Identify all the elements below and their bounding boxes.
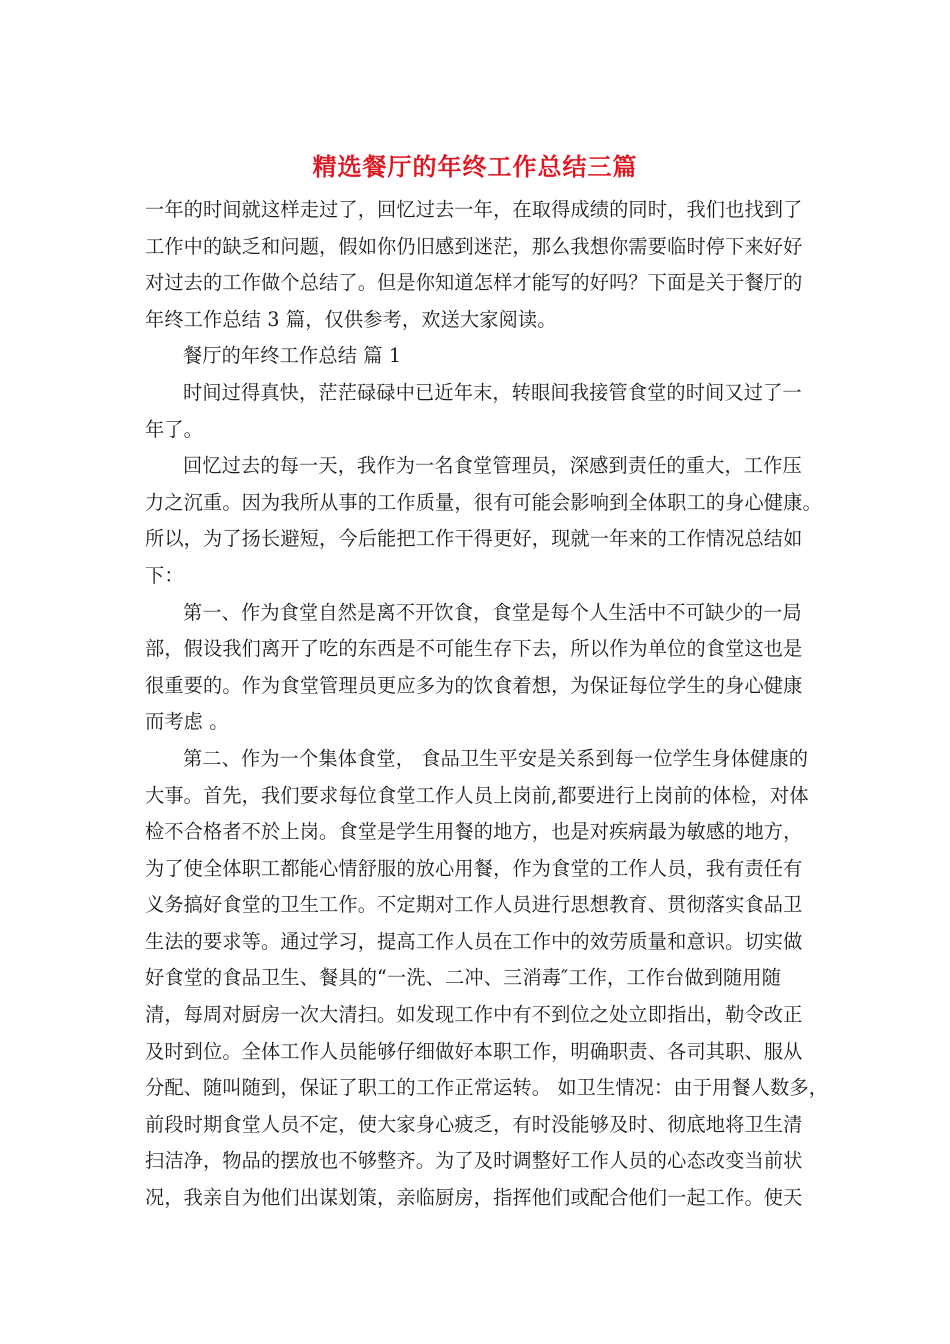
text-line: 工作中的缺乏和问题，假如你仍旧感到迷茫，那么我想你需要临时停下来好好 [145,234,803,258]
text-line: 及时到位。全体工作人员能够仔细做好本职工作，明确职责、各司其职、服从 [145,1039,803,1063]
text-line: 好食堂的食品卫生、餐具的“一洗、二冲、三消毒″工作，工作台做到随用随 [145,966,782,990]
text-line: 生法的要求等。通过学习，提高工作人员在工作中的效劳质量和意识。切实做 [145,929,803,953]
document-title: 精选餐厅的年终工作总结三篇 [312,152,638,181]
text-line: 回忆过去的每一天，我作为一名食堂管理员，深感到责任的重大，工作压 [183,454,802,478]
text-line: 年了。 [145,417,204,441]
text-line: 年终工作总结 3 篇，仅供参考，欢送大家阅读。 [145,307,557,331]
document-body [145,192,829,1217]
text-line: 所以，为了扬长避短，今后能把工作干得更好，现就一年来的工作情况总结如 [145,527,803,551]
text-line: 部，假设我们离开了吃的东西是不可能生存下去，所以作为单位的食堂这也是 [145,637,803,661]
text-line: 清，每周对厨房一次大清扫。如发现工作中有不到位之处立即指出，勒令改正 [145,1003,803,1027]
text-line: 大事。首先，我们要求每位食堂工作人员上岗前,都要进行上岗前的体检，对体 [145,783,809,807]
text-line: 为了使全体职工都能心情舒服的放心用餐，作为食堂的工作人员，我有责任有 [145,856,803,880]
text-line: 况，我亲自为他们出谋划策，亲临厨房，指挥他们或配合他们一起工作。使天 [145,1186,803,1210]
text-line: 很重要的。作为食堂管理员更应多为的饮食着想，为保证每位学生的身心健康 [145,673,803,697]
text-line: 分配、随叫随到，保证了职工的工作正常运转。 如卫生情况：由于用餐人数多， [145,1076,829,1100]
text-line: 检不合格者不於上岗。食堂是学生用餐的地方，也是对疾病最为敏感的地方， [145,820,803,844]
section-heading: 餐厅的年终工作总结 篇 1 [183,344,402,368]
text-line: 义务搞好食堂的卫生工作。不定期对工作人员进行思想教育、贯彻落实食品卫 [145,893,803,917]
text-line: 扫洁净，物品的摆放也不够整齐。为了及时调整好工作人员的心态改变当前状 [145,1149,803,1173]
text-line: 第二、作为一个集体食堂， 食品卫生平安是关系到每一位学生身体健康的 [183,746,809,770]
text-line: 而考虑 。 [145,710,229,734]
text-line: 一年的时间就这样走过了，回忆过去一年，在取得成绩的同时，我们也找到了 [145,198,803,221]
text-line: 力之沉重。因为我所从事的工作质量，很有可能会影响到全体职工的身心健康。 [145,490,822,514]
text-line: 时间过得真快，茫茫碌碌中已近年末，转眼间我接管食堂的时间又过了一 [183,380,802,404]
text-line: 对过去的工作做个总结了。但是你知道怎样才能写的好吗？下面是关于餐厅的 [145,271,803,295]
text-line: 下： [145,563,184,587]
text-line: 第一、作为食堂自然是离不开饮食，食堂是每个人生活中不可缺少的一局 [183,600,802,624]
text-line: 前段时期食堂人员不定，使大家身心疲乏，有时没能够及时、彻底地将卫生清 [145,1112,803,1136]
